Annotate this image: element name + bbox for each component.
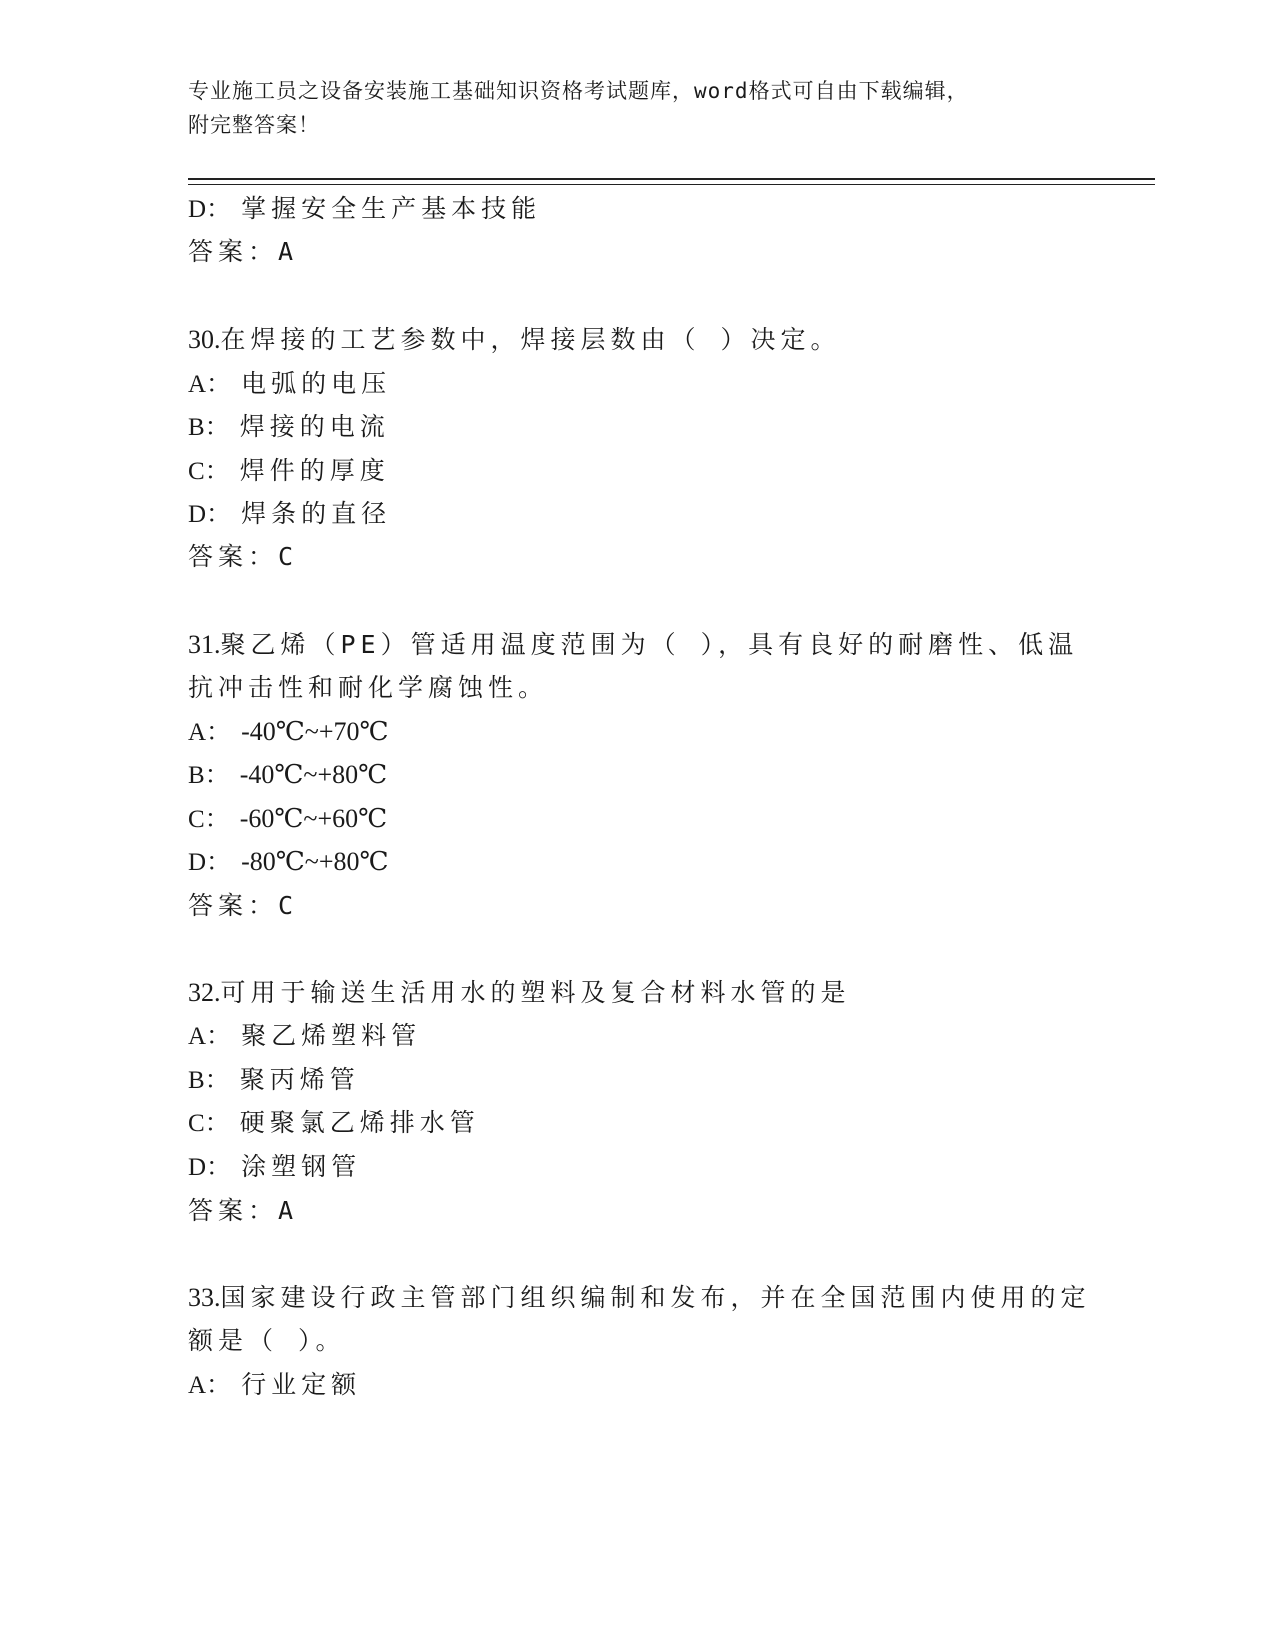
option-text: 聚乙烯塑料管 (241, 1021, 422, 1050)
q33-stem-line1 (188, 1283, 1091, 1313)
option-text: 行业定额 (241, 1370, 362, 1399)
header-line-2: 附完整答案！ (188, 113, 320, 137)
option-label: A： (188, 719, 232, 746)
header-rule-thick (188, 178, 1155, 180)
question-number: 32. (188, 978, 221, 1007)
header-line-1: 专业施工员之设备安装施工基础知识资格考试题库，word格式可自由下载编辑， (188, 79, 969, 103)
option-text: 掌握安全生产基本技能 (241, 194, 542, 223)
q31-option-d (188, 847, 389, 878)
option-text: 硬聚氯乙烯排水管 (239, 1108, 480, 1137)
q30-stem (188, 325, 841, 355)
option-label: B： (188, 414, 230, 441)
q32-option-a (188, 1021, 421, 1052)
question-text: 国家建设行政主管部门组织编制和发布，并在全国范围内使用的定 (220, 1283, 1091, 1312)
option-label: D： (188, 196, 232, 223)
q31-answer: 答案：C (188, 891, 299, 920)
q30-option-d (188, 499, 391, 530)
q32-option-c (188, 1108, 480, 1139)
q31-stem-line1 (188, 630, 1078, 660)
q32-option-b (188, 1065, 360, 1096)
q31-option-a (188, 717, 389, 748)
q33-option-a (188, 1370, 361, 1401)
option-label: C： (188, 1110, 230, 1137)
option-text: -80℃~+80℃ (241, 847, 389, 876)
q30-option-b (188, 412, 390, 443)
q32-answer: 答案：A (188, 1196, 299, 1225)
option-label: A： (188, 371, 232, 398)
option-text: 焊接的电流 (239, 412, 390, 441)
q32-stem (188, 978, 851, 1008)
option-label: A： (188, 1372, 232, 1399)
q31-stem-line2: 抗冲击性和耐化学腐蚀性。 (188, 673, 549, 702)
q31-option-c (188, 804, 387, 835)
option-text: 焊条的直径 (241, 499, 392, 528)
question-text: 聚乙烯（PE）管适用温度范围为（ ），具有良好的耐磨性、低温 (220, 630, 1079, 659)
question-number: 30. (188, 325, 221, 354)
option-text: 电弧的电压 (241, 369, 392, 398)
document-header (188, 74, 1088, 142)
prev-answer: 答案：A (188, 237, 299, 266)
option-text: 聚丙烯管 (239, 1065, 360, 1094)
option-text: -40℃~+70℃ (241, 717, 389, 746)
question-number: 31. (188, 630, 221, 659)
option-label: B： (188, 1067, 230, 1094)
question-text: 在焊接的工艺参数中，焊接层数由（ ）决定。 (220, 325, 841, 354)
option-label: C： (188, 458, 230, 485)
question-text: 可用于输送生活用水的塑料及复合材料水管的是 (220, 978, 851, 1007)
prev-option-d (188, 194, 541, 225)
option-text: 涂塑钢管 (241, 1152, 362, 1181)
option-text: 焊件的厚度 (239, 456, 390, 485)
q30-answer: 答案：C (188, 542, 299, 571)
option-label: A： (188, 1023, 232, 1050)
q31-option-b (188, 760, 387, 791)
q32-option-d (188, 1152, 361, 1183)
q30-option-c (188, 456, 390, 487)
header-rule-thin (188, 184, 1155, 185)
question-number: 33. (188, 1283, 221, 1312)
option-text: -60℃~+60℃ (239, 804, 388, 833)
q30-option-a (188, 369, 391, 400)
q33-stem-line2: 额是（ ）。 (188, 1326, 346, 1355)
option-label: D： (188, 1154, 232, 1181)
option-text: -40℃~+80℃ (239, 760, 388, 789)
option-label: C： (188, 806, 230, 833)
option-label: B： (188, 762, 230, 789)
option-label: D： (188, 501, 232, 528)
option-label: D： (188, 849, 232, 876)
